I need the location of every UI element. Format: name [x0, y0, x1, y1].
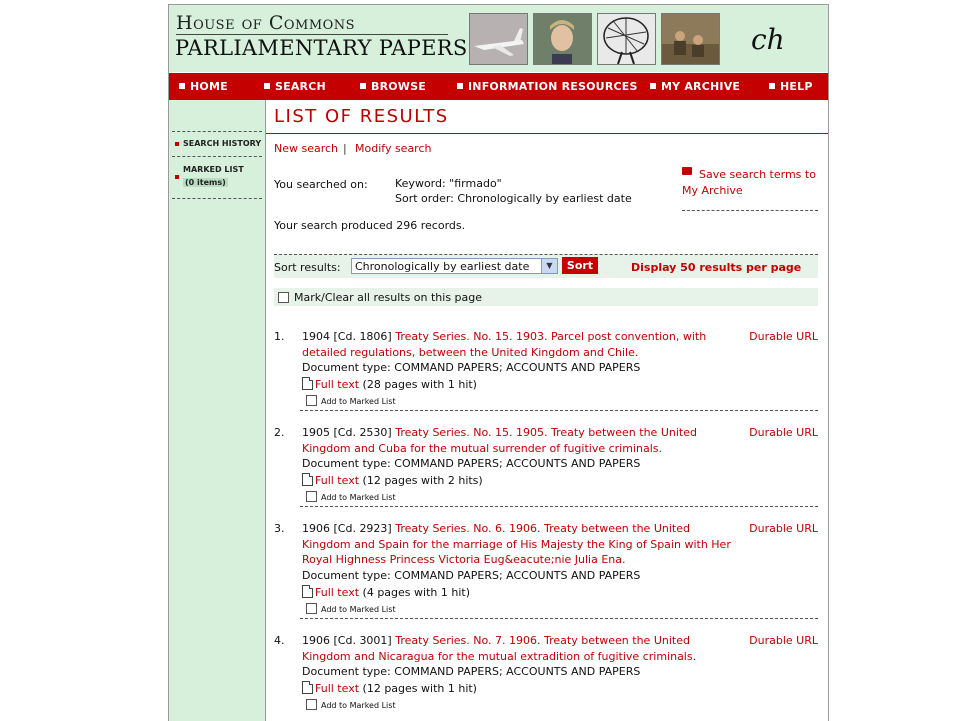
main-nav — [169, 73, 828, 100]
searched-on-label: You searched on: — [274, 178, 368, 191]
modify-search-link[interactable]: Modify search — [355, 142, 432, 155]
queen-portrait-image — [533, 13, 592, 65]
nav-information-resources[interactable]: INFORMATION RESOURCES — [457, 73, 638, 100]
result-title-line — [302, 522, 690, 535]
concorde-plane-image — [469, 13, 528, 65]
durable-url-link[interactable]: Durable URL — [749, 634, 818, 647]
site-title: PARLIAMENTARY PAPERS — [175, 36, 468, 60]
result-title-link[interactable]: Treaty Series. No. 15. 1903. Parcel post convention, with — [395, 330, 707, 343]
logo-text: ch — [751, 23, 785, 56]
document-icon — [302, 681, 313, 694]
result-item — [274, 522, 818, 614]
app-frame — [168, 4, 829, 721]
result-title-link[interactable]: Treaty Series. No. 6. 1906. Treaty between the United — [395, 522, 690, 535]
result-doc-type: Document type: COMMAND PAPERS; ACCOUNTS AND PAPERS — [302, 361, 641, 374]
sort-button[interactable]: Sort — [562, 257, 598, 274]
result-item — [274, 330, 818, 410]
result-title-link[interactable]: Royal Highness Princess Victoria Eug&eacute;nie Julia Ena. — [302, 553, 626, 566]
result-title-line — [302, 426, 697, 439]
new-search-link[interactable]: New search — [274, 142, 339, 155]
records-count: Your search produced 296 records. — [274, 219, 466, 232]
site-title-top: House of Commons — [176, 12, 356, 34]
add-marked-checkbox[interactable] — [306, 603, 317, 614]
result-title-link[interactable]: Treaty Series. No. 15. 1905. Treaty between the United — [395, 426, 697, 439]
main-content — [266, 100, 828, 721]
sidebar: SEARCH HISTORY MARKED LIST (0 items) — [169, 100, 266, 721]
document-icon — [302, 585, 313, 598]
result-divider — [300, 618, 818, 619]
chevron-down-icon[interactable]: ▼ — [541, 259, 557, 273]
result-pages: (28 pages with 1 hit) — [362, 378, 477, 391]
document-icon — [302, 473, 313, 486]
sidebar-divider — [172, 131, 262, 132]
result-title-link[interactable]: Kingdom and Spain for the marriage of His Majesty the King of Spain with Her — [302, 538, 731, 551]
result-title-link[interactable]: Kingdom and Nicaragua for the mutual extradition of fugitive criminals. — [302, 650, 697, 663]
nav-my-archive[interactable]: MY ARCHIVE — [650, 73, 740, 100]
full-text-link[interactable]: Full text — [315, 682, 360, 695]
chadwyck-logo[interactable] — [747, 19, 791, 57]
result-doc-type: Document type: COMMAND PAPERS; ACCOUNTS AND PAPERS — [302, 569, 641, 582]
site-header — [169, 5, 828, 72]
page-title: LIST OF RESULTS — [274, 106, 449, 127]
display-50-link[interactable]: Display 50 results per page — [631, 261, 802, 274]
nav-search[interactable]: SEARCH — [264, 73, 326, 100]
result-pages: (4 pages with 1 hit) — [362, 586, 470, 599]
add-marked-label: Add to Marked List — [321, 605, 396, 614]
save-search-terms-link[interactable]: Save search terms to — [699, 168, 816, 181]
durable-url-link[interactable]: Durable URL — [749, 522, 818, 535]
result-divider — [300, 506, 818, 507]
sort-label: Sort results: — [274, 261, 341, 274]
result-pages: (12 pages with 2 hits) — [362, 474, 483, 487]
full-text-link[interactable]: Full text — [315, 474, 360, 487]
result-ref: 1906 [Cd. 2923] — [302, 522, 392, 535]
nav-help[interactable]: HELP — [769, 73, 813, 100]
divider — [682, 210, 818, 211]
result-title-line — [302, 634, 690, 647]
document-icon — [302, 377, 313, 390]
mark-clear-bar — [274, 288, 818, 306]
sort-bar — [274, 254, 818, 278]
keyword-line: Keyword: "firmado" — [395, 177, 502, 190]
result-title-line — [302, 330, 706, 343]
add-marked-label: Add to Marked List — [321, 701, 396, 710]
result-ref: 1906 [Cd. 3001] — [302, 634, 392, 647]
result-number: 3. — [274, 522, 285, 535]
save-search-terms-link-2[interactable]: My Archive — [682, 184, 743, 197]
result-title-link[interactable]: Kingdom and Cuba for the mutual surrender of fugitive criminals. — [302, 442, 662, 455]
mark-clear-checkbox[interactable] — [278, 292, 289, 303]
durable-url-link[interactable]: Durable URL — [749, 330, 818, 343]
sidebar-item-marked-list[interactable]: MARKED LIST (0 items) — [169, 165, 265, 191]
add-marked-checkbox[interactable] — [306, 395, 317, 406]
folder-icon — [682, 167, 692, 175]
result-item — [274, 634, 818, 714]
add-marked-checkbox[interactable] — [306, 699, 317, 710]
result-item — [274, 426, 818, 506]
result-pages: (12 pages with 1 hit) — [362, 682, 477, 695]
result-ref: 1904 [Cd. 1806] — [302, 330, 392, 343]
radio-telescope-image — [597, 13, 656, 65]
result-divider — [300, 410, 818, 411]
link-separator: | — [343, 142, 347, 155]
soldiers-image — [661, 13, 720, 65]
sort-order-line: Sort order: Chronologically by earliest date — [395, 192, 632, 205]
nav-browse[interactable]: BROWSE — [360, 73, 426, 100]
sort-select[interactable]: Chronologically by earliest date ▼ — [351, 258, 558, 274]
marked-count-badge: (0 items) — [185, 178, 226, 187]
durable-url-link[interactable]: Durable URL — [749, 426, 818, 439]
add-marked-label: Add to Marked List — [321, 397, 396, 406]
full-text-link[interactable]: Full text — [315, 586, 360, 599]
full-text-link[interactable]: Full text — [315, 378, 360, 391]
add-marked-label: Add to Marked List — [321, 493, 396, 502]
title-rule — [266, 133, 828, 134]
nav-home[interactable]: HOME — [179, 73, 228, 100]
sidebar-divider — [172, 156, 262, 157]
mark-clear-label: Mark/Clear all results on this page — [294, 291, 483, 304]
result-title-link[interactable]: detailed regulations, between the United Kingdom and Chile. — [302, 346, 639, 359]
result-number: 4. — [274, 634, 285, 647]
result-doc-type: Document type: COMMAND PAPERS; ACCOUNTS AND PAPERS — [302, 457, 641, 470]
result-number: 2. — [274, 426, 285, 439]
result-title-link[interactable]: Treaty Series. No. 7. 1906. Treaty between the United — [395, 634, 690, 647]
sidebar-divider — [172, 198, 262, 199]
result-ref: 1905 [Cd. 2530] — [302, 426, 392, 439]
title-divider — [176, 34, 448, 35]
add-marked-checkbox[interactable] — [306, 491, 317, 502]
result-doc-type: Document type: COMMAND PAPERS; ACCOUNTS AND PAPERS — [302, 665, 641, 678]
result-number: 1. — [274, 330, 285, 343]
